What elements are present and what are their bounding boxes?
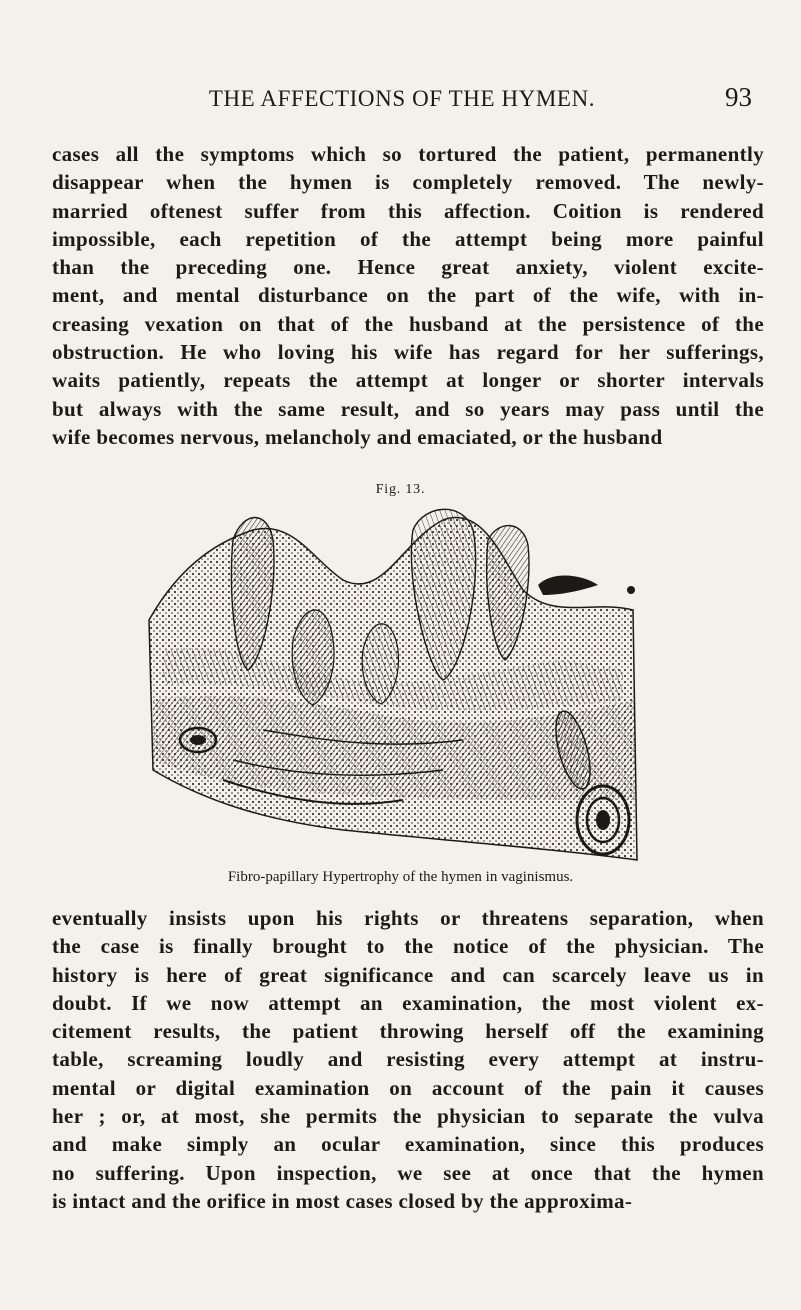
paragraph-bottom <box>52 904 764 1215</box>
text-line: ment, and mental disturbance on the part of the wife, with in- <box>52 283 764 308</box>
text-line: no suffering. Upon inspection, we see at once that the hymen <box>52 1160 764 1185</box>
text-line: than the preceding one. Hence great anxiety, violent excite- <box>52 255 764 280</box>
text-line: the case is finally brought to the notice of the physician. The <box>52 934 764 959</box>
text-line: mental or digital examination on account of the pain it causes <box>52 1075 764 1100</box>
text-line: disappear when the hymen is completely removed. The newly- <box>52 170 764 195</box>
text-line: doubt. If we now attempt an examination, the most violent ex- <box>52 990 764 1015</box>
text-line: and make simply an ocular examination, since this produces <box>52 1132 764 1157</box>
text-line: but always with the same result, and so years may pass until the <box>52 396 764 421</box>
text-line: history is here of great significance and can scarcely leave us in <box>52 962 764 987</box>
text-line: obstruction. He who loving his wife has regard for her sufferings, <box>52 340 764 365</box>
paragraph-top <box>52 140 764 451</box>
page-number: 93 <box>725 82 752 112</box>
text-line: waits patiently, repeats the attempt at longer or shorter intervals <box>52 368 764 393</box>
text-line: is intact and the orifice in most cases closed by the approxima- <box>52 1188 633 1213</box>
text-line: cases all the symptoms which so tortured the patient, permanently <box>52 142 764 166</box>
histology-illustration <box>143 500 639 868</box>
text-line: creasing vexation on that of the husband at the persistence of the <box>52 311 764 336</box>
text-line: married oftenest suffer from this affection. Coition is rendered <box>52 198 764 223</box>
text-line: her ; or, at most, she permits the physician to separate the vulva <box>52 1104 764 1129</box>
text-line: impossible, each repetition of the attempt being more painful <box>52 226 764 251</box>
text-line: eventually insists upon his rights or threatens separation, when <box>52 906 764 930</box>
running-head: THE AFFECTIONS OF THE HYMEN. <box>208 86 596 111</box>
text-line: table, screaming loudly and resisting every attempt at instru- <box>52 1047 764 1072</box>
text-line: wife becomes nervous, melancholy and emaciated, or the husband <box>52 424 663 449</box>
text-line: citement results, the patient throwing herself off the examining <box>52 1019 764 1044</box>
figure-caption: Fibro-papillary Hypertrophy of the hymen in vaginismus. <box>227 869 574 885</box>
page-header <box>52 82 752 122</box>
figure-label: Fig. 13. <box>375 482 426 497</box>
